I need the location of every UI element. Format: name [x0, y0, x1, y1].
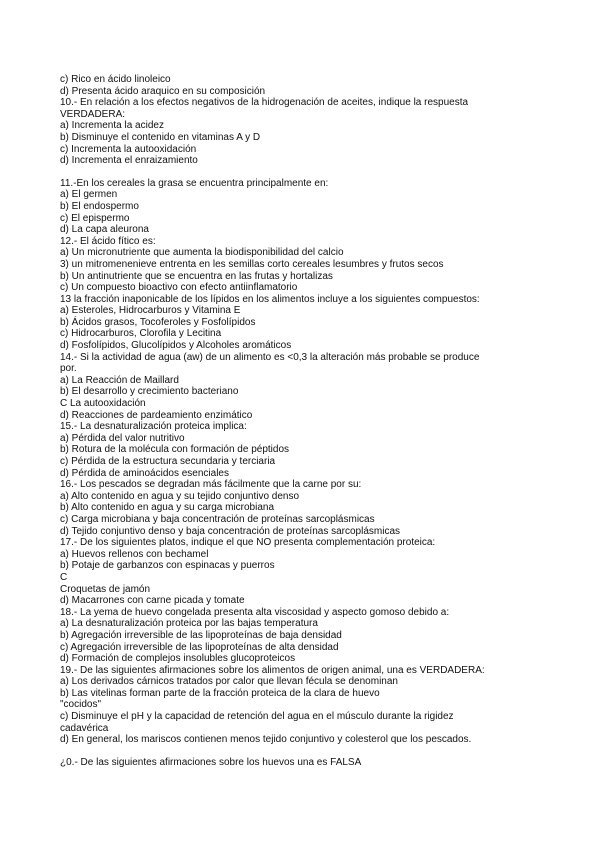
text-line: c) Rico en ácido linoleico: [60, 74, 171, 85]
text-line: c) Agregación irreversible de las lipoproteínas de alta densidad: [60, 641, 339, 653]
text-line: 14.- Si la actividad de agua (aw) de un alimento es <0,3 la alteración más probable se produce: [60, 351, 480, 363]
text-line: c) El epispermo: [60, 212, 130, 224]
text-line: a) La Reacción de Maillard: [60, 374, 179, 386]
text-line: 16.- Los pescados se degradan más fácilmente que la carne por su:: [60, 479, 362, 491]
text-line: d) La capa aleurona: [60, 224, 149, 236]
text-line: d) Incrementa el enraizamiento: [60, 155, 198, 167]
text-line: a) Esteroles, Hidrocarburos y Vitamina E: [60, 305, 241, 317]
text-line: d) Tejido conjuntivo denso y baja concentración de proteínas sarcoplásmicas: [60, 525, 401, 537]
paragraph-gap: [60, 167, 560, 178]
text-line: C La autooxidación: [60, 398, 146, 410]
text-line: 3) un mitromenenieve entrenta en les semillas corto cereales lesumbres y frutos secos: [60, 258, 444, 270]
text-line: VERDADERA:: [60, 108, 126, 120]
text-line: b) Rotura de la molécula con formación de péptidos: [60, 444, 290, 456]
text-line: c) Un compuesto bioactivo con efecto antiinflamatorio: [60, 282, 298, 294]
question-block-20: [60, 757, 560, 769]
text-line: c) Carga microbiana y baja concentración de proteínas sarcoplásmicas: [60, 513, 375, 525]
text-line: d) Reacciones de pardeamiento enzimático: [60, 409, 253, 421]
text-line: d) Presenta ácido araquico en su composición: [60, 85, 266, 97]
text-line: Croquetas de jamón: [60, 583, 151, 595]
text-line: a) Los derivados cárnicos tratados por calor que llevan fécula se denominan: [60, 676, 398, 688]
question-block-11-19: [60, 178, 560, 746]
text-line: b) Agregación irreversible de las lipoproteínas de baja densidad: [60, 629, 342, 641]
text-line: b) Potaje de garbanzos con espinacas y puerros: [60, 560, 275, 572]
text-line: 13 la fracción inaponicable de los lípidos en los alimentos incluye a los siguientes compuestos:: [60, 293, 480, 305]
text-line: c) Incrementa la autooxidación: [60, 143, 197, 155]
text-line: c) Pérdida de la estructura secundaria y terciaria: [60, 456, 276, 467]
text-line: C: [60, 571, 68, 583]
question-block-10: [60, 74, 560, 167]
text-line: 10.- En relación a los efectos negativos de la hidrogenación de aceites, indique la respuesta: [60, 97, 469, 109]
text-line: 18.- La yema de huevo congelada presenta alta viscosidad y aspecto gomoso debido a:: [60, 606, 450, 618]
text-line: d) En general, los mariscos contienen menos tejido conjuntivo y colesterol que los pescados.: [60, 734, 472, 746]
text-line: a) Pérdida del valor nutritivo: [60, 432, 185, 444]
paragraph-gap: [60, 746, 560, 757]
text-line: 12.- El ácido fítico es:: [60, 235, 156, 247]
text-line: 17.- De los siguientes platos, indique el que NO presenta complementación proteica:: [60, 537, 436, 549]
text-line: b) Alto contenido en agua y su carga microbiana: [60, 502, 275, 514]
text-line: c) Disminuye el pH y la capacidad de retención del agua en el músculo durante la rigidez: [60, 711, 454, 723]
text-line: ¿0.- De las siguientes afirmaciones sobre los huevos una es FALSA: [60, 756, 362, 768]
text-line: b) El endospermo: [60, 200, 139, 212]
text-line: a) Incrementa la acidez: [60, 120, 164, 132]
text-line: d) Pérdida de aminoácidos esenciales: [60, 467, 229, 479]
text-line: cadavérica: [60, 722, 109, 734]
text-line: 15.- La desnaturalización proteica implica:: [60, 421, 247, 433]
text-line: a) Un micronutriente que aumenta la biodisponibilidad del calcio: [60, 247, 344, 259]
text-line: d) Fosfolípidos, Glucolípidos y Alcoholes aromáticos: [60, 340, 292, 352]
text-line: 11.-En los cereales la grasa se encuentra principalmente en:: [60, 177, 329, 189]
text-line: a) El germen: [60, 189, 118, 201]
text-line: a) Huevos rellenos con bechamel: [60, 548, 209, 560]
text-line: c) Hidrocarburos, Clorofila y Lecitina: [60, 328, 222, 340]
document-body: [60, 74, 560, 768]
text-line: a) Alto contenido en agua y su tejido conjuntivo denso: [60, 490, 300, 502]
text-line: d) Macarrones con carne picada y tomate: [60, 595, 245, 607]
text-line: b) Las vitelinas forman parte de la fracción proteica de la clara de huevo: [60, 687, 380, 699]
text-line: b) Ácidos grasos, Tocoferoles y Fosfolípidos: [60, 316, 256, 328]
text-line: 19.- De las siguientes afirmaciones sobre los alimentos de origen animal, una es VERDADERA:: [60, 664, 485, 676]
text-line: d) Formación de complejos insolubles glucoproteicos: [60, 653, 296, 665]
text-line: "cocidos": [60, 699, 102, 711]
text-line: b) Un antinutriente que se encuentra en las frutas y hortalizas: [60, 270, 333, 282]
text-line: por.: [60, 363, 77, 375]
text-line: b) El desarrollo y crecimiento bacteriano: [60, 386, 239, 398]
text-line: a) La desnaturalización proteica por las bajas temperatura: [60, 618, 318, 630]
text-line: b) Disminuye el contenido en vitaminas A y D: [60, 131, 261, 143]
